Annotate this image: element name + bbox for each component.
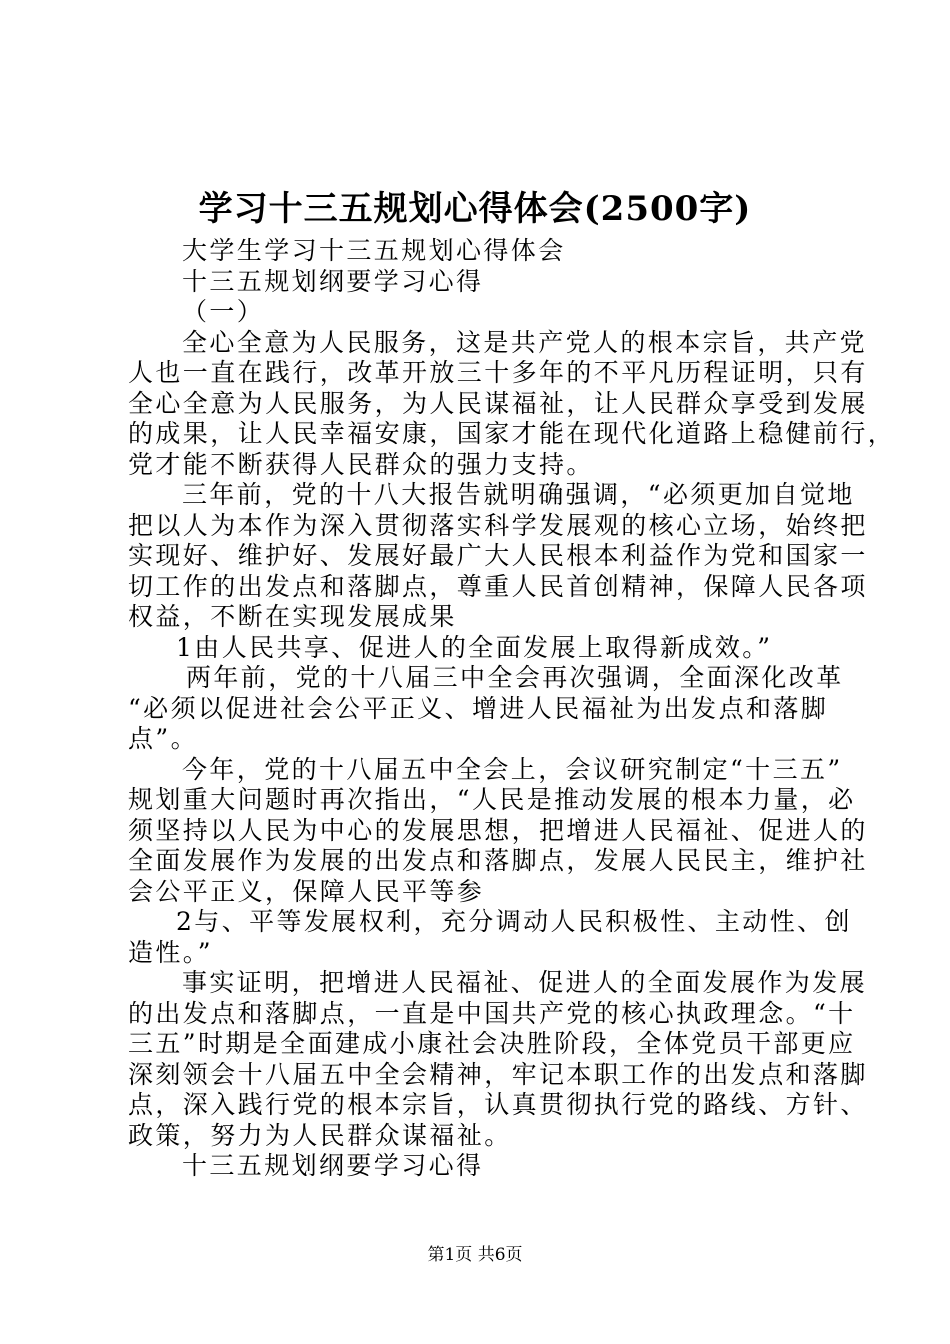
paragraph-line: 的成果，让人民幸福安康，国家才能在现代化道路上稳健前行， bbox=[128, 419, 896, 448]
page-footer: 第1页 共6页 bbox=[427, 1245, 523, 1265]
document-title: 学习十三五规划心得体会(2500字) bbox=[198, 189, 752, 229]
paragraph-line: 实现好、维护好、发展好最广大人民根本利益作为党和国家一 bbox=[128, 541, 868, 570]
paragraph-line: 深刻领会十八届五中全会精神，牢记本职工作的出发点和落脚 bbox=[128, 1059, 868, 1089]
paragraph-line: “必须以促进社会公平正义、增进人民福祉为出发点和落脚 bbox=[128, 693, 829, 723]
paragraph-line: 规划重大问题时再次指出，“人民是推动发展的根本力量，必 bbox=[128, 785, 856, 814]
subtitle-line: 大学生学习十三五规划心得体会 bbox=[182, 236, 566, 265]
paragraph-line: 2与、平等发展权利，充分调动人民积极性、主动性、创 bbox=[176, 907, 852, 936]
paragraph-line: 今年，党的十八届五中全会上，会议研究制定“十三五” bbox=[182, 754, 843, 784]
paragraph-line: 点”。 bbox=[128, 724, 198, 753]
paragraph-line: 三五”时期是全面建成小康社会决胜阶段，全体党员干部更应 bbox=[128, 1029, 856, 1058]
paragraph-line: 政策，努力为人民群众谋福祉。 bbox=[128, 1120, 512, 1150]
paragraph-line: 两年前，党的十八届三中全会再次强调，全面深化改革 bbox=[186, 663, 844, 692]
paragraph-line: 权益，不断在实现发展成果 bbox=[128, 602, 457, 631]
paragraph-line: 全面发展作为发展的出发点和落脚点，发展人民民主，维护社 bbox=[128, 846, 868, 875]
paragraph-line: 1由人民共享、促进人的全面发展上取得新成效。” bbox=[176, 632, 773, 662]
paragraph-line: 把以人为本作为深入贯彻落实科学发展观的核心立场，始终把 bbox=[128, 510, 868, 540]
paragraph-line: 三年前，党的十八大报告就明确强调，“必须更加自觉地 bbox=[182, 480, 855, 509]
paragraph-line: 点，深入践行党的根本宗旨，认真贯彻执行党的路线、方针、 bbox=[128, 1090, 868, 1119]
paragraph-line: 造性。” bbox=[128, 937, 213, 967]
paragraph-line: 切工作的出发点和落脚点，尊重人民首创精神，保障人民各项 bbox=[128, 571, 868, 601]
paragraph-line: 事实证明，把增进人民福祉、促进人的全面发展作为发展 bbox=[182, 968, 868, 997]
section-heading-line: 十三五规划纲要学习心得 bbox=[182, 1151, 484, 1180]
paragraph-line: 须坚持以人民为中心的发展思想，把增进人民福祉、促进人的 bbox=[128, 815, 868, 845]
paragraph-line: 党才能不断获得人民群众的强力支持。 bbox=[128, 449, 594, 479]
paragraph-line: 的出发点和落脚点，一直是中国共产党的核心执政理念。“十 bbox=[128, 998, 856, 1028]
paragraph-line: 全心全意为人民服务，这是共产党人的根本宗旨，共产党 bbox=[182, 327, 868, 357]
paragraph-line: 人也一直在践行，改革开放三十多年的不平凡历程证明，只有 bbox=[128, 358, 868, 387]
paragraph-line: 会公平正义，保障人民平等参 bbox=[128, 876, 485, 906]
section-marker: （一） bbox=[182, 297, 265, 326]
subtitle-line: 十三五规划纲要学习心得 bbox=[182, 266, 484, 296]
document-body bbox=[128, 236, 896, 1182]
paragraph-line: 全心全意为人民服务，为人民谋福祉，让人民群众享受到发展 bbox=[128, 388, 868, 418]
